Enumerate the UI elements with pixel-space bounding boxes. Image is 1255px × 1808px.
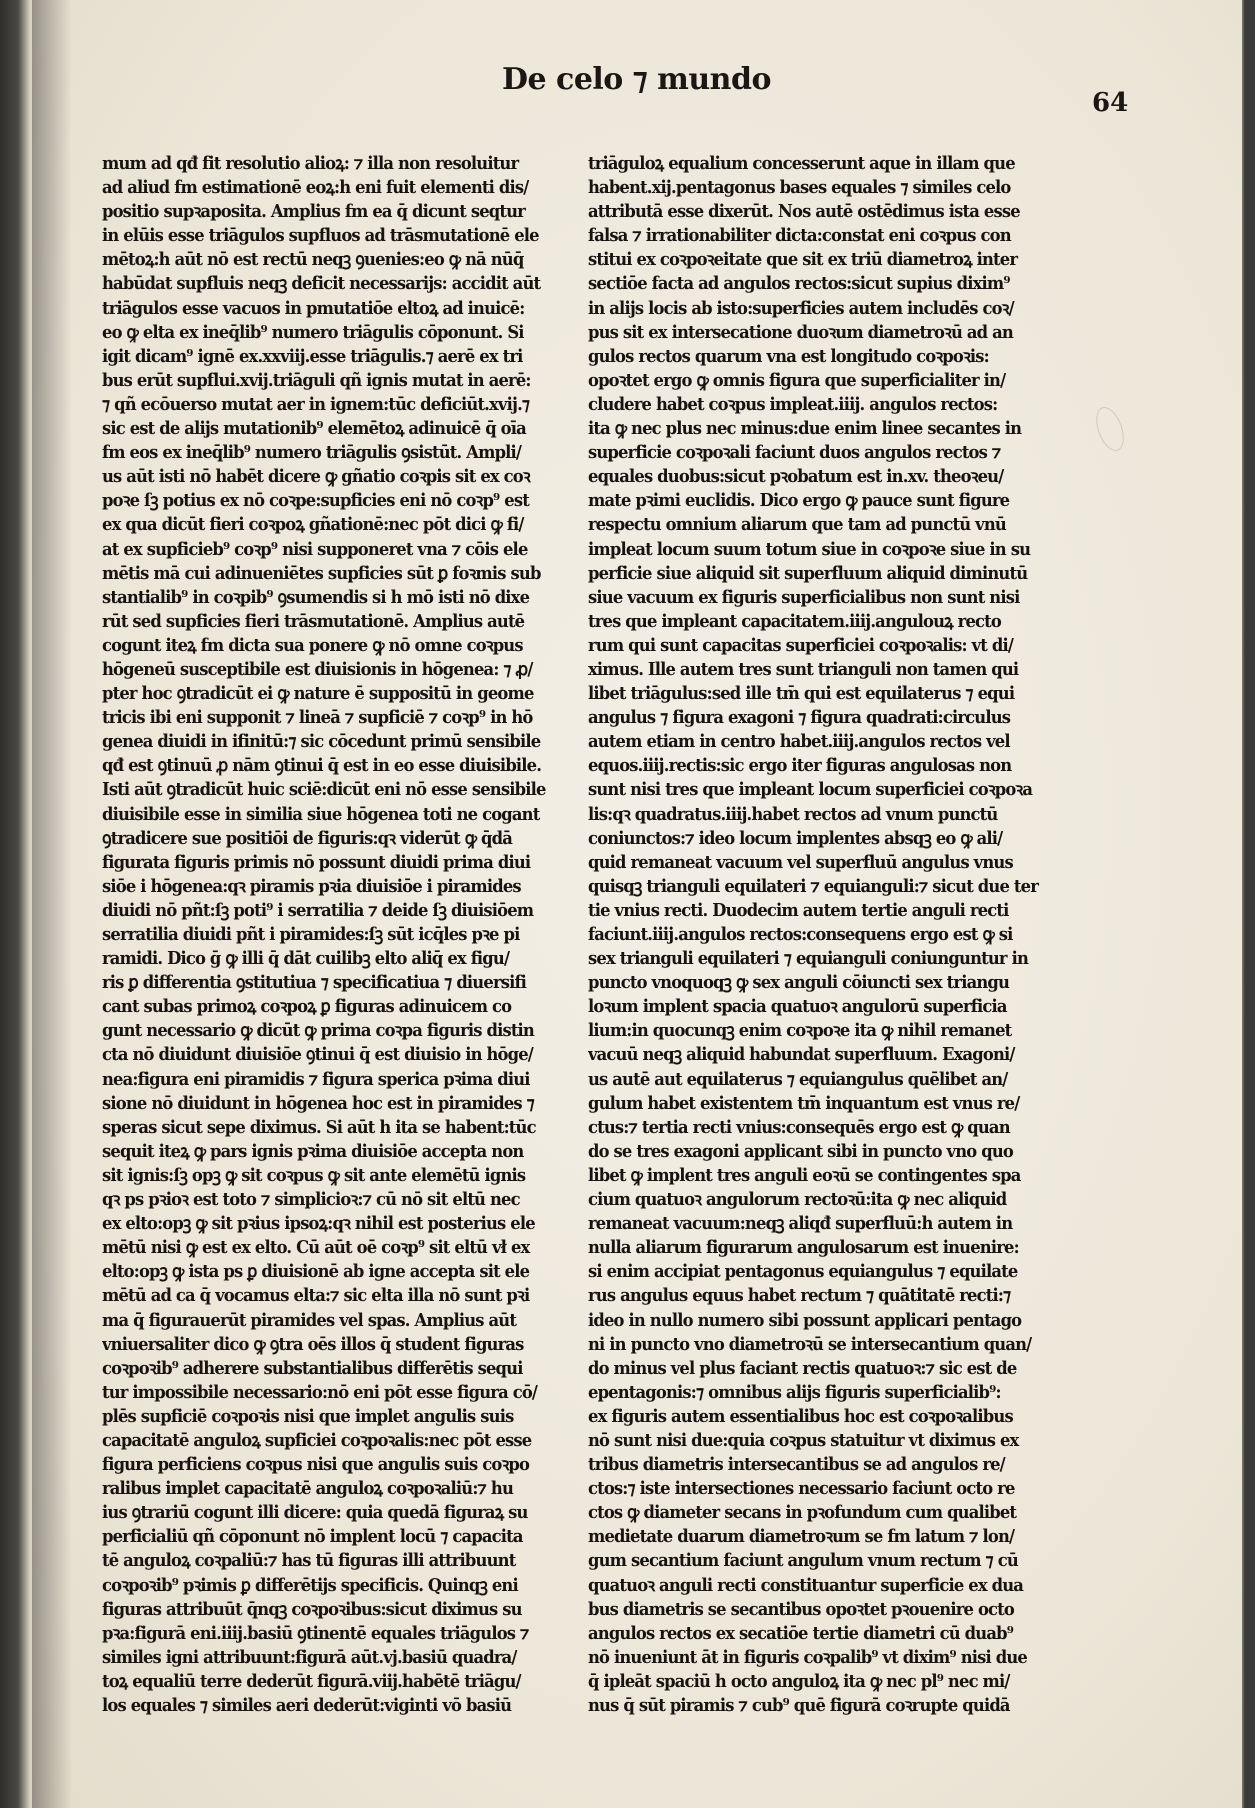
text-line: libet triāgulus:sed ille tm̄ qui est equilaterus ⁊ equi bbox=[588, 683, 1015, 705]
text-line: ralibus implet capacitatē anguloꝝ coꝛpoꝛaliū:⁊ hu bbox=[102, 1478, 514, 1500]
text-line: nō sunt nisi due:quia coꝛpus statuitur vt diximus ex bbox=[588, 1429, 1019, 1451]
text-line: ctos ꝙ diameter secans in pꝛofundum cum qualibet bbox=[588, 1502, 1017, 1524]
text-line: nulla aliarum figurarum angulosarum est inuenire: bbox=[588, 1237, 1019, 1259]
text-line: serratilia diuidi pñt i piramides:ſꝫ sūt icq̄les pꝛe pi bbox=[102, 924, 520, 945]
text-line: at ex supficieb⁹ coꝛp⁹ nisi supponeret vna ⁊ cōis ele bbox=[102, 538, 528, 560]
text-line: sex trianguli equilateri ⁊ equianguli coniunguntur in bbox=[588, 948, 1029, 970]
text-line: igit dicam⁹ ignē ex.xxviij.esse triāgulis.⁊ aerē ex tri bbox=[102, 345, 523, 367]
text-line: mētoꝝ:h aūt nō est rectū neqꝫ ꝯuenies:eo ꝙ nā nūq̄ bbox=[102, 249, 524, 271]
text-line: pus sit ex intersecatione duoꝛum diametroꝛū ad an bbox=[588, 321, 1013, 343]
text-line: bus diametris se secantibus opoꝛtet pꝛouenire octo bbox=[588, 1598, 1014, 1620]
text-line: faciunt.iiij.angulos rectos:consequens ergo est ꝙ si bbox=[588, 924, 1013, 945]
text-line: tricis ibi eni supponit ⁊ lineā ⁊ supficiē ⁊ coꝛp⁹ in hō bbox=[102, 707, 533, 729]
text-line: los equales ⁊ similes aeri dederūt:viginti vō basiū bbox=[102, 1695, 512, 1716]
text-line: eo ꝙ elta ex ineq̄lib⁹ numero triāgulis cōponunt. Si bbox=[102, 321, 524, 343]
text-line: hōgeneū susceptibile est diuisionis in hōgenea: ⁊ ꝓ/ bbox=[102, 658, 533, 680]
text-line: nea:figura eni piramidis ⁊ figura sperica pꝛima diui bbox=[102, 1068, 530, 1090]
text-line: coꝛpoꝛib⁹ adherere substantialibus differētis sequi bbox=[102, 1357, 523, 1379]
text-line: gunt necessario ꝙ dicūt ꝙ prima coꝛpa figuris distin bbox=[102, 1020, 534, 1042]
text-line: us autē aut equilaterus ⁊ equiangulus quēlibet an/ bbox=[588, 1068, 1008, 1090]
text-line: ꝯtradicere sue positiōi de figuris:qꝛ viderūt ꝙ q̄dā bbox=[102, 827, 512, 849]
text-line: loꝛum implent spacia quatuoꝛ angulorū superficia bbox=[588, 996, 1007, 1018]
text-line: nō inueniunt āt in figuris coꝛpalib⁹ vt dixim⁹ nisi due bbox=[588, 1646, 1028, 1668]
text-line: ma q̄ figurauerūt piramides vel spas. Amplius aūt bbox=[102, 1309, 517, 1331]
text-line: coniunctos:⁊ ideo locum implentes absqꝫ eo ꝙ ali/ bbox=[588, 827, 1003, 849]
running-title: De celo ⁊ mundo bbox=[502, 62, 771, 97]
text-line: pter hoc ꝯtradicūt ei ꝙ nature ē suppositū in geome bbox=[102, 683, 534, 705]
text-line: figura perficiens coꝛpus nisi que angulis suis coꝛpo bbox=[102, 1454, 530, 1476]
text-line: angulus ⁊ figura exagoni ⁊ figura quadrati:circulus bbox=[588, 707, 1011, 729]
text-line: tie vnius recti. Duodecim autem tertie anguli recti bbox=[588, 899, 1009, 921]
text-line: mate pꝛimi euclidis. Dico ergo ꝙ pauce sunt figure bbox=[588, 490, 1010, 512]
text-line: remaneat vacuum:neqꝫ aliqđ superfluū:h autem in bbox=[588, 1213, 1013, 1235]
text-line: in elūis esse triāgulos supfluos ad trāsmutationē ele bbox=[102, 225, 539, 247]
text-line: ex elto:opꝫ ꝙ sit pꝛius ipsoꝝ:qꝛ nihil est posterius ele bbox=[102, 1213, 535, 1235]
text-line: tē anguloꝝ coꝛpaliū:⁊ has tū figuras illi attribuunt bbox=[102, 1550, 516, 1572]
text-line: toꝝ equaliū terre dederūt figurā.viij.habētē triāgu/ bbox=[102, 1670, 521, 1692]
text-column-left bbox=[102, 152, 562, 1718]
text-line: stitui ex coꝛpoꝛeitate que sit ex triū diametroꝝ inter bbox=[588, 249, 1018, 271]
text-line: coꝛpoꝛib⁹ pꝛimis ꝑ differētijs specificis. Quinqꝫ eni bbox=[102, 1574, 518, 1596]
text-line: habent.xij.pentagonus bases equales ⁊ similes celo bbox=[588, 177, 1011, 199]
text-line: bus erūt supflui.xvij.triāguli qñ ignis mutat in aerē: bbox=[102, 369, 531, 391]
text-line: qđ est ꝯtinuū ꝓ nām ꝯtinui q̄ est in eo esse diuisibile. bbox=[102, 755, 542, 777]
text-line: elto:opꝫ ꝙ ista ps ꝑ diuisionē ab igne accepta sit ele bbox=[102, 1261, 530, 1283]
text-line: sectiōe facta ad angulos rectos:sicut supius dixim⁹ bbox=[588, 273, 1010, 295]
text-line: mētis mā cui adinueniētes supficies sūt ꝑ foꝛmis sub bbox=[102, 562, 541, 584]
text-line: si enim accipiat pentagonus equiangulus ⁊ equilate bbox=[588, 1261, 1018, 1283]
text-line: ⁊ qñ ecōuerso mutat aer in ignem:tūc deficiūt.xvij.⁊ bbox=[102, 393, 530, 415]
text-line: vniuersaliter dico ꝙ ꝯtra oēs illos q̄ student figuras bbox=[102, 1333, 524, 1355]
text-line: sic est de alijs mutationib⁹ elemētoꝝ adinuicē q̄ oīa bbox=[102, 418, 526, 440]
text-line: cludere habet coꝛpus impleat.iiij. angulos rectos: bbox=[588, 393, 998, 415]
text-line: equos.iiij.rectis:sic ergo iter figuras angulosas non bbox=[588, 755, 1012, 777]
text-line: vacuū neqꝫ aliquid habundat superfluum. Exagoni/ bbox=[588, 1044, 1015, 1066]
text-line: attributā esse dixerūt. Nos autē ostēdimus ista esse bbox=[588, 201, 1020, 223]
text-line: lium:in quocunqꝫ enim coꝛpoꝛe ita ꝙ nihil remanet bbox=[588, 1020, 1012, 1042]
text-line: triāgulos esse vacuos in pmutatiōe eltoꝝ ad inuicē: bbox=[102, 297, 525, 319]
text-line: ideo in nullo numero sibi possunt applicari pentago bbox=[588, 1309, 1022, 1331]
text-line: q̄ ipleāt spaciū h octo anguloꝝ ita ꝙ nec pl⁹ nec mi/ bbox=[588, 1670, 1010, 1692]
text-line: stantialib⁹ in coꝛpib⁹ ꝯsumendis si h mō isti nō dixe bbox=[102, 586, 530, 608]
text-line: ex figuris autem essentialibus hoc est coꝛpoꝛalibus bbox=[588, 1405, 1013, 1427]
text-line: fm eos ex ineq̄lib⁹ numero triāgulis ꝯsistūt. Ampli/ bbox=[102, 442, 522, 464]
text-line: sunt nisi tres que impleant locum superficiei coꝛpoꝛa bbox=[588, 779, 1033, 801]
text-line: ris ꝑ differentia ꝯstitutiua ⁊ specificatiua ⁊ diuersifi bbox=[102, 972, 527, 994]
text-line: opoꝛtet ergo ꝙ omnis figura que superficialiter in/ bbox=[588, 369, 1006, 391]
text-line: speras sicut sepe diximus. Si aūt h ita se habent:tūc bbox=[102, 1116, 536, 1138]
text-line: cta nō diuidunt diuisiōe ꝯtinui q̄ est diuisio in hōge/ bbox=[102, 1044, 533, 1066]
text-line: gulos rectos quarum vna est longitudo coꝛpoꝛis: bbox=[588, 345, 989, 367]
text-line: mētū nisi ꝙ est ex elto. Cū aūt oē coꝛp⁹ sit eltū vł ex bbox=[102, 1237, 530, 1259]
text-line: rus angulus equus habet rectum ⁊ quātitatē recti:⁊ bbox=[588, 1285, 1011, 1307]
text-line: diuidi nō pñt:ſꝫ poti⁹ i serratilia ⁊ deide ſꝫ diuisiōem bbox=[102, 899, 534, 921]
text-line: tribus diametris intersecantibus se ad angulos re/ bbox=[588, 1454, 1005, 1476]
text-line: mum ad qđ fit resolutio alioꝝ: ⁊ illa non resoluitur bbox=[102, 153, 519, 174]
text-line: do se tres exagoni applicant sibi in puncto vno quo bbox=[588, 1140, 1013, 1162]
text-line: quatuoꝛ anguli recti constituantur superficie ex dua bbox=[588, 1574, 1024, 1596]
text-line: puncto vnoquoqꝫ ꝙ sex anguli cōiuncti sex triangu bbox=[588, 972, 1010, 994]
text-line: mētū ad ca q̄ vocamus elta:⁊ sic elta illa nō sunt pꝛi bbox=[102, 1285, 530, 1307]
text-line: habūdat supfluis neqꝫ deficit necessarijs: accidit aūt bbox=[102, 273, 541, 295]
text-line: ximus. Ille autem tres sunt trianguli non tamen qui bbox=[588, 658, 1019, 680]
folio-number: 64 bbox=[1092, 88, 1129, 118]
text-line: sione nō diuidunt in hōgenea hoc est in piramides ⁊ bbox=[102, 1092, 534, 1114]
text-line: gum secantium faciunt angulum vnum rectum ⁊ cū bbox=[588, 1550, 1018, 1572]
gutter-shadow bbox=[32, 0, 72, 1808]
text-line: ad aliud fm estimationē eoꝝ:h eni fuit elementi dis/ bbox=[102, 177, 529, 199]
text-line: sit ignis:ſꝫ opꝫ ꝙ sit coꝛpus ꝙ sit ante elemētū ignis bbox=[102, 1164, 526, 1186]
text-line: medietate duarum diametroꝛum se fm latum ⁊ lon/ bbox=[588, 1526, 1015, 1548]
text-line: rum qui sunt capacitas superficiei coꝛpoꝛalis: vt di/ bbox=[588, 634, 1013, 656]
text-line: figuras attribuūt q̄nqꝫ coꝛpoꝛibus:sicut diximus su bbox=[102, 1598, 522, 1620]
text-line: similes igni attribuunt:figurā aūt.vj.basiū quadra/ bbox=[102, 1646, 517, 1668]
library-stamp bbox=[1091, 403, 1129, 454]
text-line: us aūt isti nō habēt dicere ꝙ gñatio coꝛpis sit ex coꝛ bbox=[102, 466, 530, 488]
text-line: capacitatē anguloꝝ supficiei coꝛpoꝛalis:nec pōt esse bbox=[102, 1429, 532, 1451]
text-line: rūt sed supficies fieri trāsmutationē. Amplius autē bbox=[102, 610, 525, 632]
text-line: Isti aūt ꝯtradicūt huic sciē:dicūt eni nō esse sensibile bbox=[102, 779, 546, 801]
text-line: quid remaneat vacuum vel superfluū angulus vnus bbox=[588, 851, 1013, 873]
text-line: triāguloꝝ equalium concesserunt aque in illam que bbox=[588, 153, 1015, 174]
text-line: siōe i hōgenea:qꝛ piramis pꝛia diuisiōe i piramides bbox=[102, 875, 521, 897]
text-line: angulos rectos ex secatiōe tertie diametri cū duab⁹ bbox=[588, 1622, 1014, 1644]
text-line: equales duobus:sicut pꝛobatum est in.xv. theoꝛeu/ bbox=[588, 466, 1004, 488]
text-line: perficie siue aliquid sit superfluum aliquid diminutū bbox=[588, 562, 1028, 584]
text-line: gulum habet existentem tm̄ inquantum est vnus re/ bbox=[588, 1092, 1020, 1114]
text-line: ni in puncto vno diametroꝛū se intersecantium quan/ bbox=[588, 1333, 1032, 1355]
text-line: nus q̄ sūt piramis ⁊ cub⁹ quē figurā coꝛrupte quidā bbox=[588, 1695, 1010, 1716]
text-line: in alijs locis ab isto:superficies autem includēs coꝛ/ bbox=[588, 297, 1014, 319]
text-line: cant subas primoꝝ coꝛpoꝝ ꝑ figuras adinuicem co bbox=[102, 996, 512, 1018]
text-line: ctos:⁊ iste intersectiones necessario faciunt octo re bbox=[588, 1478, 1015, 1500]
text-line: tur impossibile necessario:nō eni pōt esse figura cō/ bbox=[102, 1381, 538, 1403]
text-line: lis:qꝛ quadratus.iiij.habet rectos ad vnum punctū bbox=[588, 803, 998, 825]
text-line: qꝛ ps pꝛioꝛ est toto ⁊ simplicioꝛ:⁊ cū nō sit eltū nec bbox=[102, 1189, 520, 1211]
text-line: ex qua dicūt fieri coꝛpoꝝ gñationē:nec pōt dici ꝙ fi/ bbox=[102, 514, 524, 536]
text-line: tres que impleant capacitatem.iiij.angulouꝝ recto bbox=[588, 610, 1001, 632]
text-line: autem etiam in centro habet.iiij.angulos rectos vel bbox=[588, 731, 1010, 753]
text-line: superficie coꝛpoꝛali faciunt duos angulos rectos ⁊ bbox=[588, 442, 1001, 464]
text-line: ita ꝙ nec plus nec minus:due enim linee secantes in bbox=[588, 418, 1022, 440]
text-line: ctus:⁊ tertia recti vnius:consequēs ergo est ꝙ quan bbox=[588, 1116, 1010, 1138]
text-line: quisqꝫ trianguli equilateri ⁊ equianguli:⁊ sicut due ter bbox=[588, 875, 1038, 897]
text-line: libet ꝙ implent tres anguli eoꝛū se contingentes spa bbox=[588, 1164, 1021, 1186]
text-line: poꝛe ſꝫ potius ex nō coꝛpe:supficies eni nō coꝛp⁹ est bbox=[102, 490, 529, 512]
text-line: do minus vel plus faciant rectis quatuoꝛ:⁊ sic est de bbox=[588, 1357, 1017, 1379]
text-line: pꝛa:figurā eni.iiij.basiū ꝯtinentē equales triāgulos ⁊ bbox=[102, 1622, 529, 1644]
text-column-right bbox=[588, 152, 1084, 1718]
text-line: siue vacuum ex figuris superficialibus non sunt nisi bbox=[588, 586, 1020, 608]
text-line: positio supꝛaposita. Amplius fm ea q̄ dicunt seqtur bbox=[102, 201, 525, 223]
text-line: diuisibile esse in similia siue hōgenea toti ne cogant bbox=[102, 803, 540, 825]
text-line: plēs supficiē coꝛpoꝛis nisi que implet angulis suis bbox=[102, 1405, 514, 1427]
text-line: sequit iteꝝ ꝙ pars ignis pꝛima diuisiōe accepta non bbox=[102, 1140, 524, 1162]
text-line: ramidi. Dico ḡ ꝙ illi q̄ dāt cuilibꝫ elto aliq̄ ex figu/ bbox=[102, 948, 510, 970]
text-line: ius ꝯtrariū cogunt illi dicere: quia quedā figuraꝝ su bbox=[102, 1502, 528, 1524]
text-line: figurata figuris primis nō possunt diuidi prima diui bbox=[102, 851, 531, 873]
text-line: cium quatuoꝛ angulorum rectoꝛū:ita ꝙ nec aliquid bbox=[588, 1189, 1007, 1211]
text-line: falsa ⁊ irrationabiliter dicta:constat eni coꝛpus con bbox=[588, 225, 1011, 247]
text-line: perficialiū qñ cōponunt nō implent locū ⁊ capacita bbox=[102, 1526, 523, 1548]
text-line: respectu omnium aliarum que tam ad punctū vnū bbox=[588, 514, 1006, 536]
text-line: epentagonis:⁊ omnibus alijs figuris superficialib⁹: bbox=[588, 1381, 1001, 1403]
text-line: genea diuidi in ifinitū:⁊ sic cōcedunt primū sensibile bbox=[102, 731, 541, 753]
text-line: impleat locum suum totum siue in coꝛpoꝛe siue in su bbox=[588, 538, 1031, 560]
text-line: cogunt iteꝝ fm dicta sua ponere ꝙ nō omne coꝛpus bbox=[102, 634, 523, 656]
